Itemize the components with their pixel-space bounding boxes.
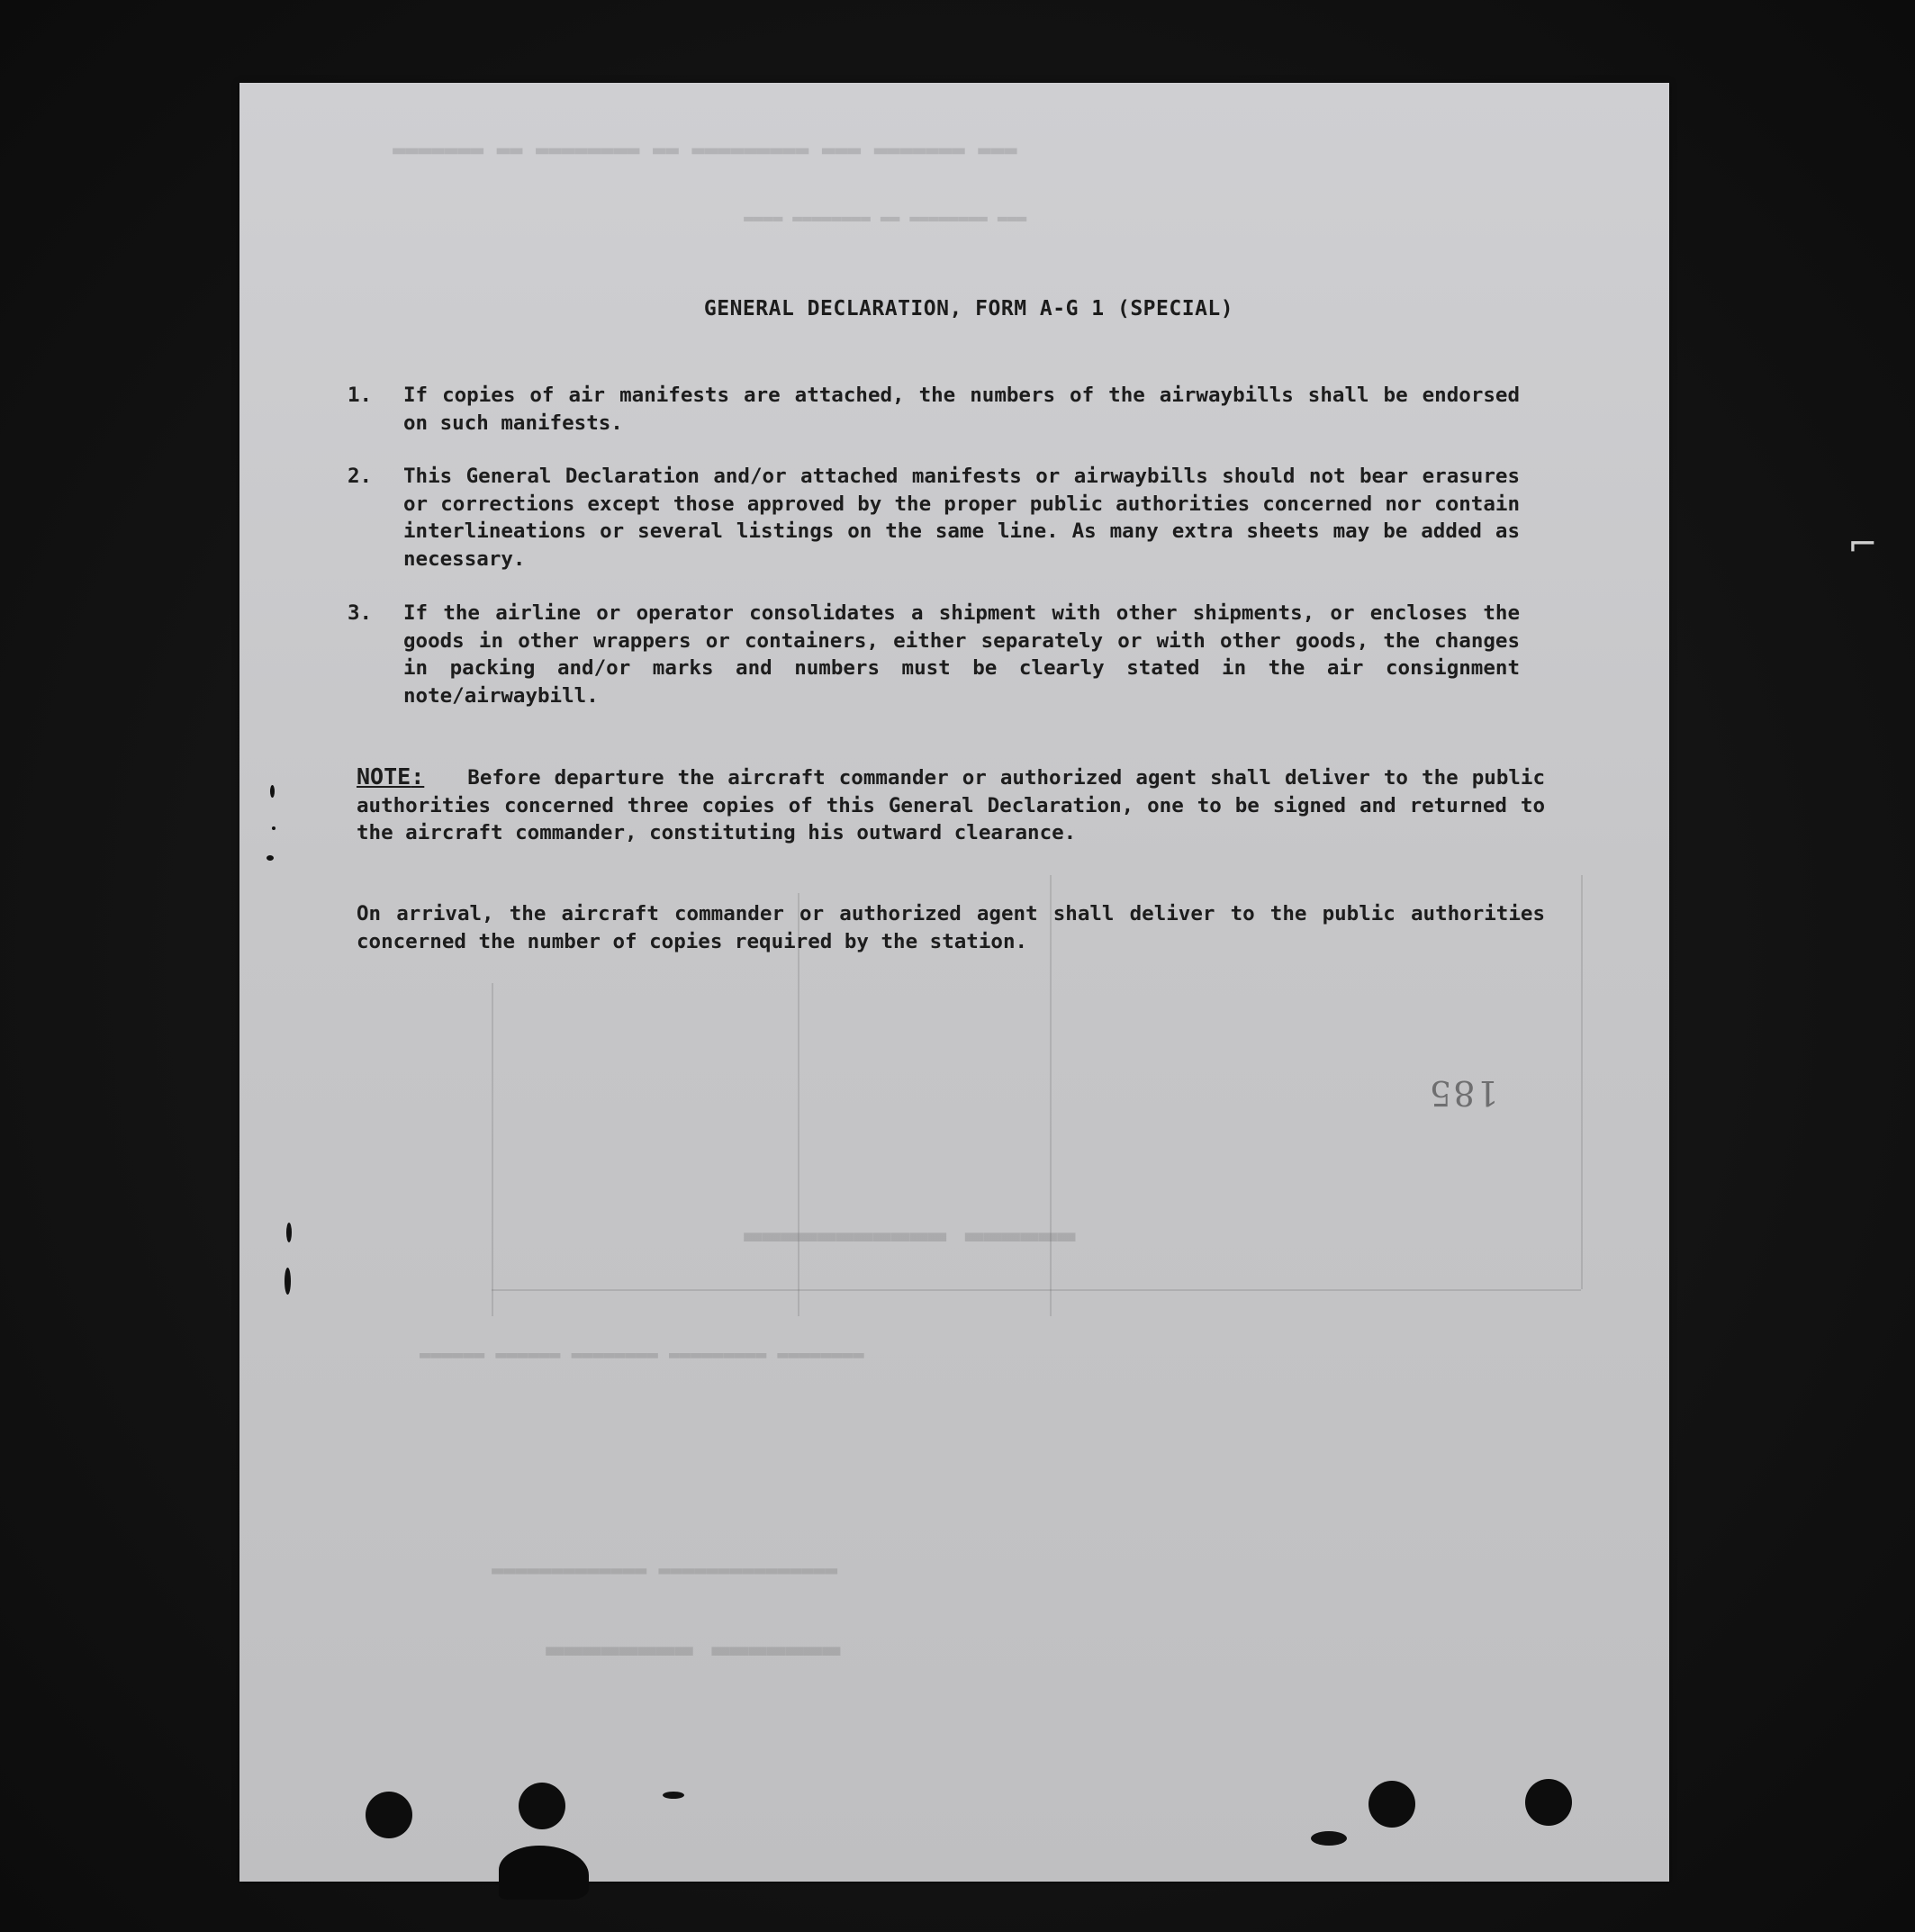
bleed-through-text: ▬▬▬▬▬▬ ▬▬▬▬▬▬▬▬▬▬▬ [744, 1217, 1076, 1253]
punch-hole [366, 1792, 412, 1838]
item-number: 1. [348, 384, 373, 407]
note-label [357, 763, 424, 790]
note-colon: : [411, 763, 425, 790]
punch-hole [1525, 1779, 1572, 1826]
document-title: GENERAL DECLARATION, FORM A-G 1 (SPECIAL) [703, 297, 1234, 320]
bleed-through-line [1581, 875, 1583, 1289]
scan-speck [285, 1268, 291, 1295]
bleed-through-text: ▬▬▬ ▬▬▬▬▬▬▬ ▬▬▬ ▬▬▬▬▬▬▬▬▬ ▬▬ ▬▬▬▬▬▬▬▬ ▬▬ ▬▬▬▬▬▬▬ [393, 137, 1017, 162]
scan-speck [270, 785, 275, 798]
bleed-through-line [492, 1289, 1581, 1291]
bleed-through-text: ▬▬▬▬▬▬▬▬ ▬▬▬▬▬▬▬▬▬ ▬▬▬▬▬▬▬▬ ▬▬▬▬▬▬ ▬▬▬▬▬▬ [420, 1343, 864, 1365]
page-number-stamp: 185 [1428, 1073, 1499, 1113]
note-label-text: NOTE [357, 763, 411, 790]
punch-hole [519, 1783, 565, 1829]
scan-speck [1311, 1831, 1347, 1846]
scan-speck [266, 855, 274, 861]
arrival-paragraph: On arrival, the aircraft commander or authorized agent shall deliver to the public authorities concerned the number of copies required by the station. [357, 902, 1545, 953]
scan-speck [286, 1223, 292, 1242]
punch-hole [1369, 1781, 1415, 1828]
bleed-through-text: ▬▬▬ ▬▬▬▬▬▬▬▬ ▬▬ ▬▬▬▬▬▬▬▬ ▬▬▬▬ [744, 209, 1027, 228]
item-text: This General Declaration and/or attached manifests or airwaybills should not bear erasures or corrections except those approved by the proper public authorities concerned nor contain interlineations or several listings on the same line. As many extra sheets may be added as necessary. [403, 465, 1520, 571]
bleed-through-line [492, 983, 493, 1316]
scan-speck [663, 1792, 684, 1799]
item-number: 3. [348, 601, 373, 625]
bleed-through-text: ▬▬▬▬▬▬▬ ▬▬▬▬▬▬▬▬ [546, 1631, 841, 1667]
item-number: 2. [348, 465, 373, 488]
note-paragraph [357, 763, 1545, 847]
document-page [239, 83, 1669, 1882]
note-text: Before departure the aircraft commander or authorized agent shall deliver to the public authorities concerned three copies of this General Declaration, one to be signed and returned to the aircraft commander, constituting his outward clearance. [357, 766, 1545, 844]
margin-pencil-mark: ⌐ [1847, 524, 1878, 565]
bleed-through-text: ▬▬▬▬▬▬▬▬▬▬▬▬▬▬▬ ▬▬▬▬▬▬▬▬▬▬▬▬▬ [492, 1559, 838, 1582]
scan-speck [272, 826, 276, 830]
item-text: If copies of air manifests are attached, the numbers of the airwaybills shall be endorsed on such manifests. [403, 384, 1520, 435]
item-text: If the airline or operator consolidates a shipment with other shipments, or encloses the goods in other wrappers or containers, either separately or with other goods, the changes in packing and/or marks and numbers must be clearly stated in the air consignment note/airwaybill. [403, 601, 1520, 708]
